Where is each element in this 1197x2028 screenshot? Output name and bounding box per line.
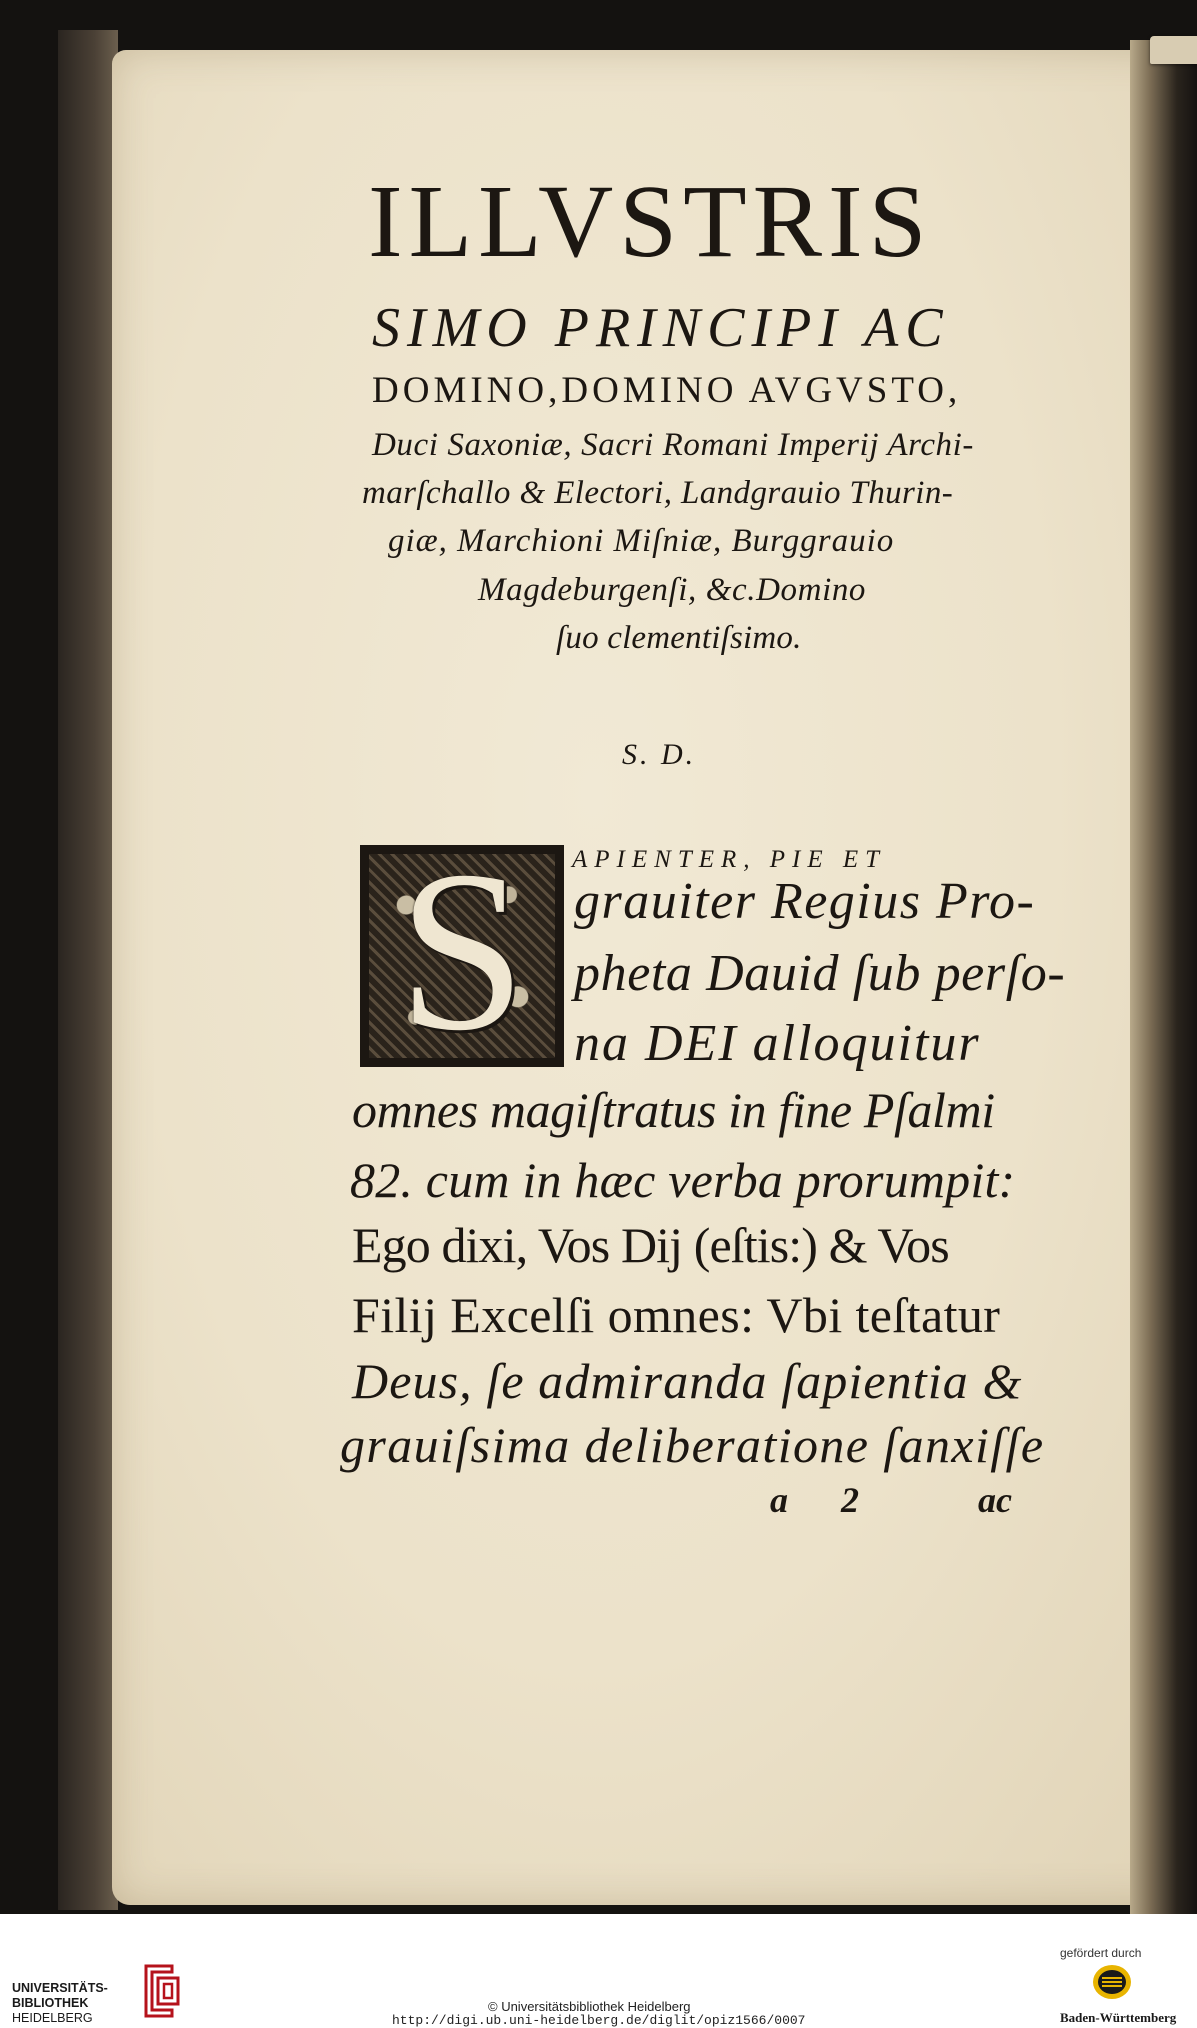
body-line: na DEI alloquitur [574,1015,981,1072]
facing-page-corner [1150,36,1197,64]
dedication-line: Duci Saxoniæ, Sacri Romani Imperij Archi- [372,427,975,463]
body-line: Filij Excelſi omnes: Vbi teſtatur [352,1287,1001,1343]
library-name-line: UNIVERSITÄTS- [12,1981,108,1995]
library-mark-icon [142,1964,182,2018]
body-line: APIENTER, PIE ET [572,846,887,873]
dedication-line: marſchallo & Electori, Landgrauio Thurin- [362,475,954,511]
catchword: ac [978,1480,1012,1520]
body-line: Ego dixi, Vos Dij (eſtis:) & Vos [352,1217,949,1273]
decorated-initial [360,845,564,1067]
subtitle-heading: SIMO PRINCIPI AC [372,297,950,359]
body-line: grauiſsima deliberatione ſanxiſſe [340,1417,1045,1473]
copyright-notice: © Universitätsbibliothek Heidelberg [488,1999,691,2014]
body-line: pheta Dauid ſub perſo- [574,945,1066,1002]
library-name-line: HEIDELBERG [12,2011,93,2025]
dedication-line: giæ, Marchioni Miſniæ, Burggrauio [388,523,895,559]
salutation: S. D. [622,738,697,771]
initial-letter: S [398,845,526,1067]
addressee-line: DOMINO,DOMINO AVGVSTO, [372,370,962,411]
book-gutter [1130,40,1197,1914]
book-edge-left [58,30,118,1910]
title-heading: ILLVSTRIS [368,164,933,279]
dedication-line: ſuo clementiſsimo. [556,620,802,656]
sponsor-name: Baden-Württemberg [1060,2010,1177,2025]
body-line: grauiter Regius Pro- [574,873,1036,930]
library-name-line: BIBLIOTHEK [12,1996,89,2010]
permalink-url[interactable]: http://digi.ub.uni-heidelberg.de/diglit/opiz1566/0007 [392,2013,806,2028]
dedication-line: Magdeburgenſi, &c.Domino [478,572,867,608]
signature-mark: a 2 [770,1480,881,1520]
body-line: omnes magiſtratus in fine Pſalmi [352,1082,995,1138]
body-line: 82. cum in hæc verba prorumpit: [350,1152,1016,1208]
state-emblem-icon [1092,1962,1132,2002]
sponsor-label: gefördert durch [1060,1946,1142,1960]
body-line: Deus, ſe admiranda ſapientia & [352,1353,1023,1409]
